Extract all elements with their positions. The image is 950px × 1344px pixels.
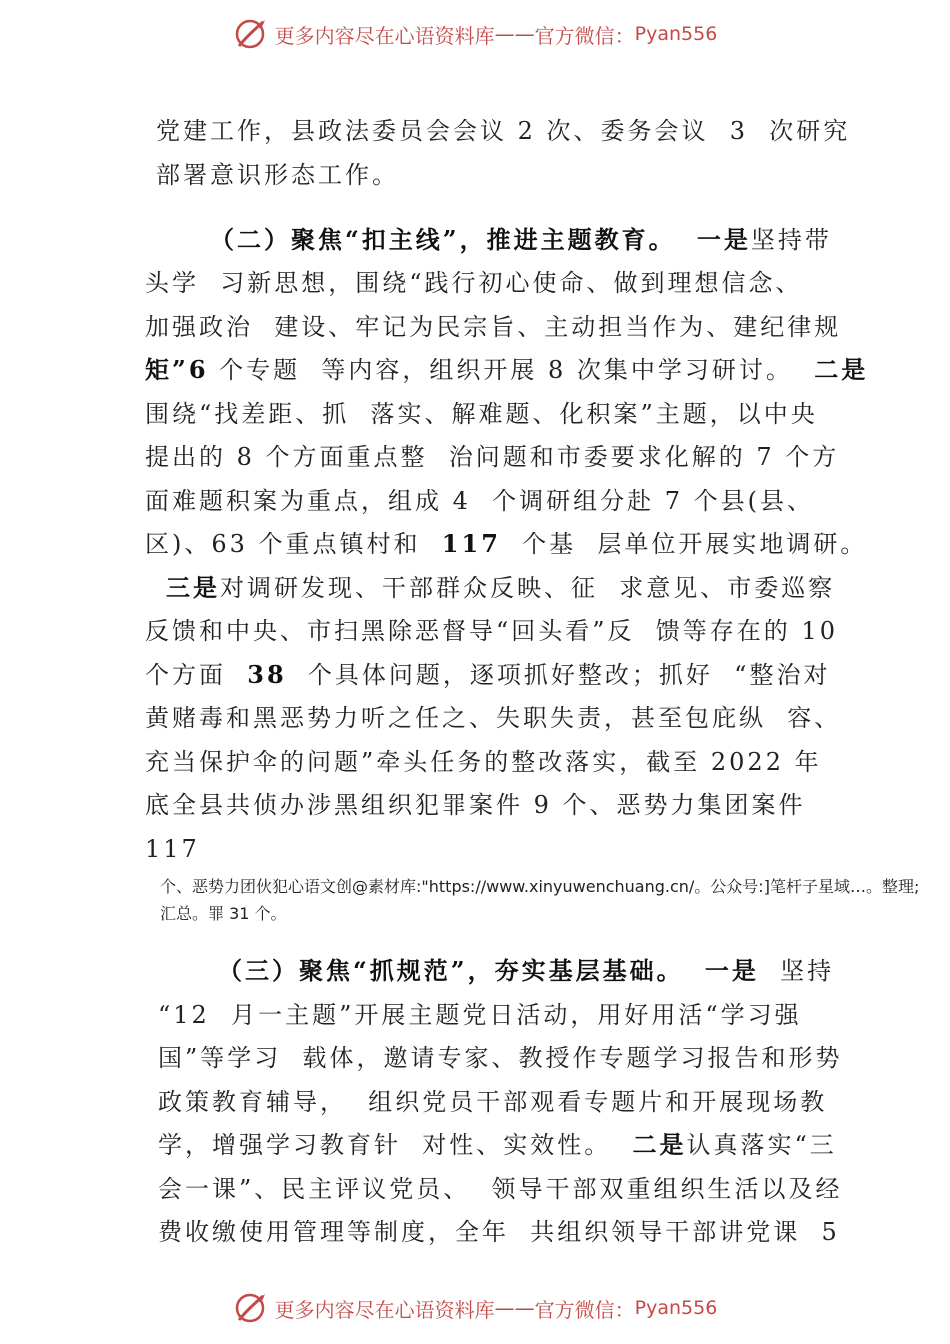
paragraph-line: 三是对调研发现、干部群众反映、征 求意见、市委巡察 (166, 573, 836, 602)
banner-separator: —— (494, 22, 535, 46)
paragraph-line: 个方面 38 个具体问题，逐项抓好整改；抓好 “整治对 (145, 660, 831, 689)
paragraph-line: 部署意识形态工作。 (156, 161, 399, 189)
first-point-label: 一是 (704, 956, 759, 985)
paragraph-line: 充当保护伞的问题”牵头任务的整改落实，截至 2022 年 (145, 748, 822, 776)
paragraph-line: 提出的 8 个方面重点整 治问题和市委要求化解的 7 个方 (145, 443, 840, 471)
brush-logo-icon (233, 16, 269, 52)
brush-logo-icon (233, 1290, 269, 1326)
banner-title: 更多内容尽在心语资料库 (274, 1297, 495, 1322)
paragraph-line: 国”等学习 载体，邀请专家、教授作专题学习报告和形势 (158, 1044, 843, 1072)
paragraph-line: 底全县共侦办涉黑组织犯罪案件 9 个、恶势力集团案件 (145, 791, 806, 819)
section-3-first-line: （三）聚焦“抓规范”，夯实基层基础。 一是 坚持 (218, 956, 835, 985)
section-2-heading: （二）聚焦“扣主线”，推进主题教育。 (210, 225, 676, 254)
banner-title: 更多内容尽在心语资料库 (274, 23, 495, 48)
second-point-label: 二是 (632, 1130, 687, 1159)
banner-wechat-id: Pyan556 (634, 1297, 718, 1319)
footer-watermark-banner (0, 1288, 950, 1328)
paragraph-line: 头学 习新思想，围绕“践行初心使命、做到理想信念、 (145, 269, 803, 297)
section-2-first-line: （二）聚焦“扣主线”，推进主题教育。 一是坚持带 (210, 225, 832, 254)
header-watermark-banner (0, 14, 950, 54)
paragraph-line: 117 (145, 835, 200, 863)
banner-wechat-label: 官方微信： (534, 23, 635, 48)
second-point-label: 二是 (814, 355, 869, 384)
paragraph-line: 费收缴使用管理等制度，全年 共组织领导干部讲党课 5 (158, 1218, 840, 1246)
paragraph-line: 加强政治 建设、牢记为民宗旨、主动担当作为、建纪律规 (145, 313, 842, 341)
third-point-label: 三是 (166, 573, 220, 602)
paragraph-line: 矩”6 个专题 等内容，组织开展 8 次集中学习研讨。 二是 (145, 355, 869, 384)
paragraph-line: 学，增强学习教育针 对性、实效性。 二是认真落实“三 (158, 1130, 837, 1159)
paragraph-line: “12 月一主题”开展主题党日活动，用好用活“学习强 (158, 1001, 802, 1029)
paragraph-line: 围绕“找差距、抓 落实、解难题、化积案”主题，以中央 (145, 400, 818, 428)
paragraph-line: 区)、63 个重点镇村和 117 个基 层单位开展实地调研。 (145, 529, 868, 558)
first-point-label: 一是 (696, 225, 751, 254)
banner-wechat-label: 官方微信： (534, 1297, 635, 1322)
banner-wechat-id: Pyan556 (634, 23, 718, 45)
paragraph-line: 会一课”、民主评议党员、 领导干部双重组织生活以及经 (158, 1175, 843, 1203)
paragraph-line: 反馈和中央、市扫黑除恶督导“回头看”反 馈等存在的 10 (145, 617, 838, 645)
inserted-watermark-note: 个、恶势力团伙犯心语文创@素材库:"https://www.xinyuwenchuang.cn/。公众号:]笔杆子星域…。整理;汇总。罪 31 个。 (160, 877, 920, 923)
paragraph-line: 党建工作，县政法委员会会议 2 次、委务会议 3 次研究 (156, 117, 851, 145)
paragraph-line: 政策教育辅导， 组织党员干部观看专题片和开展现场教 (158, 1088, 828, 1116)
section-3-heading: （三）聚焦“抓规范”，夯实基层基础。 (218, 956, 684, 985)
banner-separator: —— (494, 1296, 535, 1320)
paragraph-line: 黄赌毒和黑恶势力听之任之、失职失责，甚至包庇纵 容、 (145, 704, 842, 732)
paragraph-line: 面难题积案为重点，组成 4 个调研组分赴 7 个县(县、 (145, 487, 815, 515)
